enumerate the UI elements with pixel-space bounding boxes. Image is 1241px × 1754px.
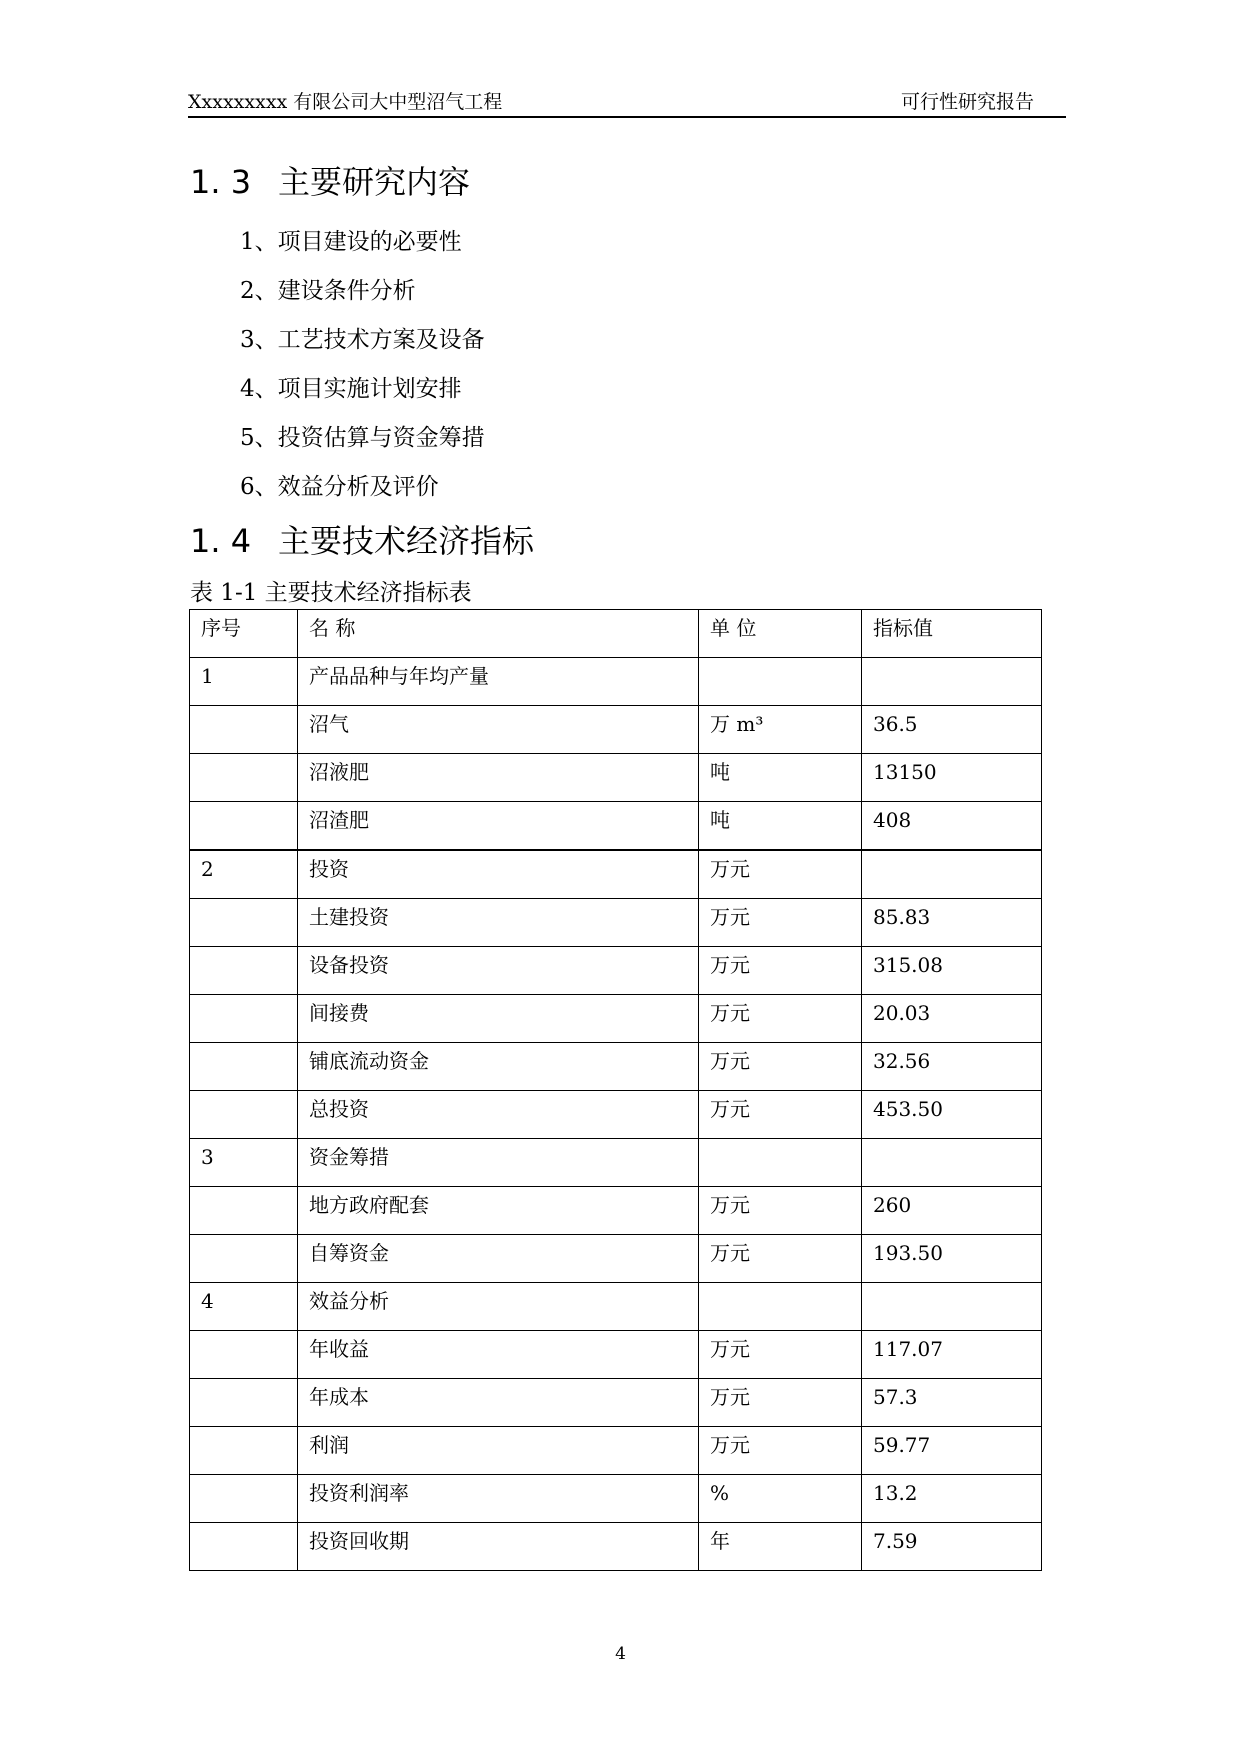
cell-text: 设备投资 <box>309 953 389 977</box>
cell-text: 万 m³ <box>710 712 764 736</box>
cell-text: 57.3 <box>873 1385 918 1409</box>
cell-text: 土建投资 <box>309 905 389 929</box>
list-item: 1、项目建设的必要性 <box>240 229 462 255</box>
table-cell <box>862 1475 1042 1523</box>
cell-text: 59.77 <box>873 1433 931 1457</box>
table-cell <box>699 1091 862 1139</box>
research-content-list <box>240 218 485 512</box>
cell-text: 年 <box>710 1529 730 1553</box>
table-cell <box>298 1139 699 1187</box>
page-header <box>188 88 1066 118</box>
table-row <box>190 1187 1042 1235</box>
table-cell <box>699 706 862 754</box>
cell-text: 32.56 <box>873 1049 931 1073</box>
table-cell <box>190 1379 298 1427</box>
table-cell <box>699 1475 862 1523</box>
table-row <box>190 1283 1042 1331</box>
cell-text: 沼液肥 <box>309 760 369 784</box>
header-cell <box>298 610 699 658</box>
cell-text: 投资利润率 <box>309 1481 409 1505</box>
table-cell <box>190 1523 298 1571</box>
table-cell <box>699 1523 862 1571</box>
header-cell <box>699 610 862 658</box>
cell-text: 36.5 <box>873 712 918 736</box>
table-cell <box>862 995 1042 1043</box>
table-row <box>190 995 1042 1043</box>
cell-text: 193.50 <box>873 1241 943 1265</box>
cell-text: 地方政府配套 <box>309 1193 429 1217</box>
table-cell <box>298 1235 699 1283</box>
table-cell <box>862 754 1042 802</box>
table-cell <box>190 995 298 1043</box>
cell-text: 总投资 <box>309 1097 369 1121</box>
table-cell <box>298 899 699 947</box>
table-cell <box>190 850 298 899</box>
cell-text: 260 <box>873 1193 912 1217</box>
table-cell <box>862 706 1042 754</box>
table-row <box>190 706 1042 754</box>
list-item: 6、效益分析及评价 <box>240 474 439 500</box>
cell-text: 投资 <box>309 857 349 881</box>
table-cell <box>190 1427 298 1475</box>
cell-text: 万元 <box>710 1337 750 1361</box>
table-header-row <box>190 610 1042 658</box>
cell-text: 万元 <box>710 1241 750 1265</box>
table-cell <box>862 1427 1042 1475</box>
table-cell <box>862 1283 1042 1331</box>
cell-text: 沼气 <box>309 712 349 736</box>
table-cell <box>298 754 699 802</box>
table-cell <box>298 1187 699 1235</box>
table-cell <box>699 850 862 899</box>
section-title: 主要技术经济指标 <box>278 522 535 560</box>
cell-text: 万元 <box>710 1433 750 1457</box>
cell-text: 万元 <box>710 1097 750 1121</box>
cell-text: 4 <box>201 1289 214 1313</box>
table-cell <box>190 1283 298 1331</box>
table-cell <box>190 658 298 706</box>
table-cell <box>298 947 699 995</box>
cell-text: 万元 <box>710 1001 750 1025</box>
table-cell <box>298 1379 699 1427</box>
indicators-table <box>189 609 1042 1571</box>
cell-text: 万元 <box>710 1193 750 1217</box>
section-title: 主要研究内容 <box>278 163 471 201</box>
cell-text: 万元 <box>710 953 750 977</box>
table-cell <box>699 1379 862 1427</box>
cell-text: 万元 <box>710 1385 750 1409</box>
table-row <box>190 1379 1042 1427</box>
cell-text: 万元 <box>710 857 750 881</box>
table-cell <box>862 1331 1042 1379</box>
table-cell <box>190 754 298 802</box>
cell-text: 年收益 <box>309 1337 369 1361</box>
header-cell <box>190 610 298 658</box>
section-1-4-heading <box>190 521 534 561</box>
cell-text: 吨 <box>710 760 730 784</box>
cell-text: 沼渣肥 <box>309 808 369 832</box>
cell-text: 7.59 <box>873 1529 918 1553</box>
list-item: 2、建设条件分析 <box>240 278 416 304</box>
list-item: 3、工艺技术方案及设备 <box>240 327 485 353</box>
table-row <box>190 899 1042 947</box>
table-cell <box>298 1475 699 1523</box>
list-item: 5、投资估算与资金筹措 <box>240 425 485 451</box>
table-cell <box>190 1235 298 1283</box>
table-cell <box>298 1043 699 1091</box>
table-cell <box>298 1331 699 1379</box>
table-cell <box>190 1475 298 1523</box>
table-cell <box>699 1331 862 1379</box>
table-cell <box>699 802 862 851</box>
table-cell <box>298 995 699 1043</box>
table-cell <box>699 1427 862 1475</box>
table-cell <box>862 1523 1042 1571</box>
cell-text: 间接费 <box>309 1001 369 1025</box>
table-cell <box>699 1235 862 1283</box>
table-cell <box>190 899 298 947</box>
table-cell <box>862 899 1042 947</box>
table-cell <box>699 1043 862 1091</box>
table-row <box>190 947 1042 995</box>
table-cell <box>190 1187 298 1235</box>
table-cell <box>862 1235 1042 1283</box>
table-cell <box>699 1187 862 1235</box>
table-row <box>190 850 1042 899</box>
cell-text: 效益分析 <box>309 1289 389 1313</box>
table-row <box>190 1235 1042 1283</box>
header-cell <box>862 610 1042 658</box>
cell-text: % <box>710 1481 730 1505</box>
section-number: 1. 3 <box>190 163 252 201</box>
table-cell <box>298 658 699 706</box>
table-cell <box>862 947 1042 995</box>
section-number: 1. 4 <box>190 522 252 560</box>
cell-text: 315.08 <box>873 953 943 977</box>
cell-text: 20.03 <box>873 1001 931 1025</box>
table-cell <box>298 706 699 754</box>
table-cell <box>190 1043 298 1091</box>
table-cell <box>862 802 1042 851</box>
cell-text: 万元 <box>710 1049 750 1073</box>
cell-text: 年成本 <box>309 1385 369 1409</box>
table-row <box>190 1043 1042 1091</box>
table-row <box>190 1427 1042 1475</box>
table-cell <box>699 1139 862 1187</box>
cell-text: 万元 <box>710 905 750 929</box>
table-row <box>190 1331 1042 1379</box>
table-row <box>190 802 1042 851</box>
header-company-title: Xxxxxxxxx 有限公司大中型沼气工程 <box>188 91 503 113</box>
cell-text: 453.50 <box>873 1097 943 1121</box>
table-row <box>190 1475 1042 1523</box>
table-cell <box>298 1283 699 1331</box>
cell-text: 1 <box>201 664 214 688</box>
table-cell <box>190 947 298 995</box>
table-cell <box>190 1139 298 1187</box>
header-report-type: 可行性研究报告 <box>900 91 1034 113</box>
table-cell <box>298 850 699 899</box>
section-1-3-heading <box>190 162 470 202</box>
header-text: 指标值 <box>873 616 933 640</box>
table-cell <box>190 706 298 754</box>
cell-text: 产品品种与年均产量 <box>309 664 489 688</box>
cell-text: 2 <box>201 857 214 881</box>
table-row <box>190 1523 1042 1571</box>
table-cell <box>298 802 699 851</box>
cell-text: 117.07 <box>873 1337 943 1361</box>
table-row <box>190 754 1042 802</box>
table-cell <box>862 1187 1042 1235</box>
cell-text: 吨 <box>710 808 730 832</box>
header-text: 名 称 <box>309 616 356 640</box>
cell-text: 利润 <box>309 1433 349 1457</box>
list-item: 4、项目实施计划安排 <box>240 376 462 402</box>
table-row <box>190 1091 1042 1139</box>
table-cell <box>699 754 862 802</box>
cell-text: 85.83 <box>873 905 931 929</box>
table-row <box>190 1139 1042 1187</box>
cell-text: 3 <box>201 1145 214 1169</box>
table-cell <box>699 1283 862 1331</box>
header-text: 序号 <box>201 616 241 640</box>
table-cell <box>699 658 862 706</box>
table-cell <box>862 658 1042 706</box>
cell-text: 408 <box>873 808 912 832</box>
table-cell <box>298 1091 699 1139</box>
table-caption: 表 1-1 主要技术经济指标表 <box>190 580 472 606</box>
table-cell <box>862 1379 1042 1427</box>
table-cell <box>190 1091 298 1139</box>
table-cell <box>190 802 298 851</box>
table-cell <box>862 1091 1042 1139</box>
cell-text: 自筹资金 <box>309 1241 389 1265</box>
table-cell <box>699 995 862 1043</box>
table-cell <box>298 1523 699 1571</box>
table-row <box>190 658 1042 706</box>
cell-text: 资金筹措 <box>309 1145 389 1169</box>
table-cell <box>862 1043 1042 1091</box>
table-cell <box>862 850 1042 899</box>
cell-text: 13150 <box>873 760 937 784</box>
table-cell <box>190 1331 298 1379</box>
cell-text: 铺底流动资金 <box>309 1049 429 1073</box>
cell-text: 13.2 <box>873 1481 918 1505</box>
table-cell <box>298 1427 699 1475</box>
table-cell <box>699 899 862 947</box>
page-number: 4 <box>615 1644 626 1664</box>
cell-text: 投资回收期 <box>309 1529 409 1553</box>
header-text: 单 位 <box>710 616 757 640</box>
table-cell <box>699 947 862 995</box>
table-cell <box>862 1139 1042 1187</box>
